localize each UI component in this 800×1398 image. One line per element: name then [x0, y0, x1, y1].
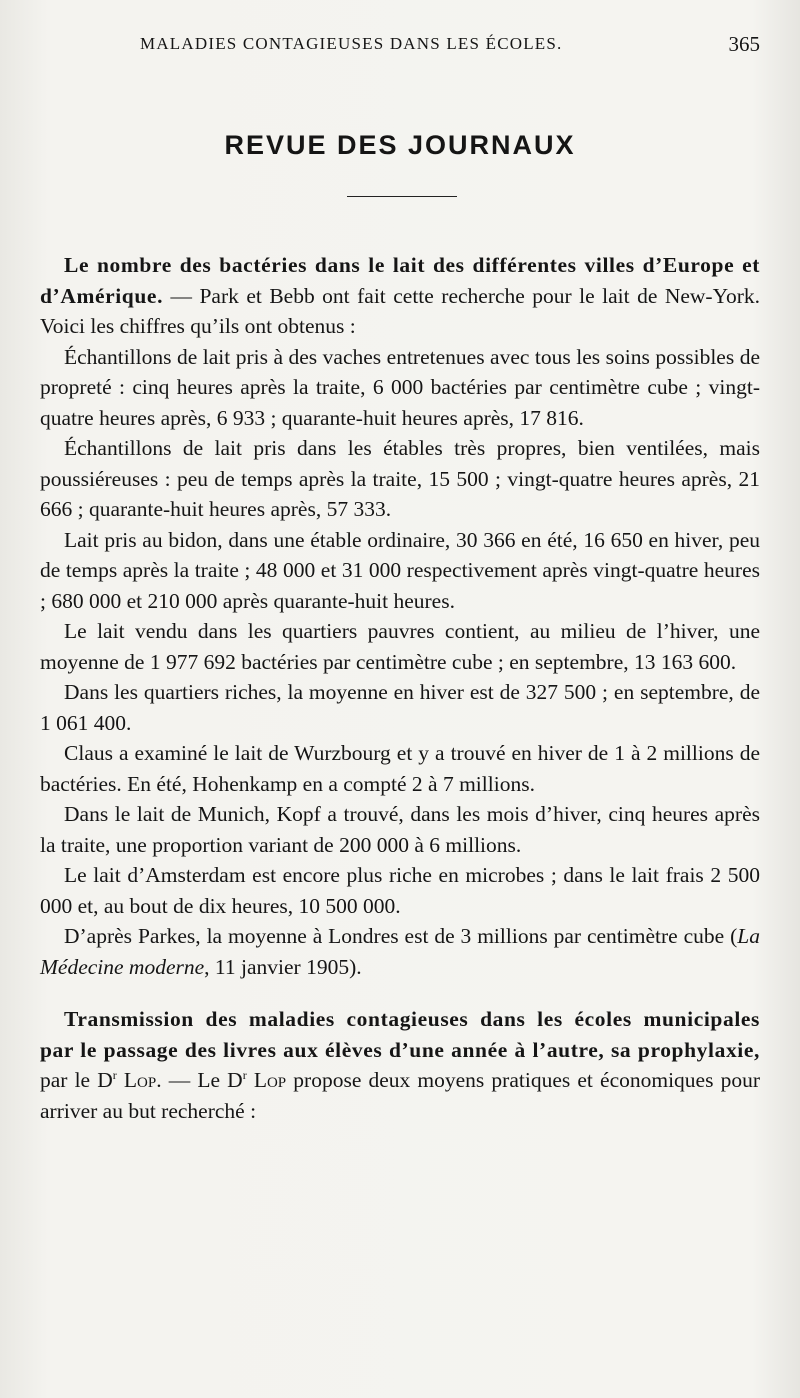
article-1-paragraph: Échantillons de lait pris dans les étables très propres, bien ventilées, mais poussiéreuses : peu de temps après la traite, 15 500 ; vingt-quatre heures après, 21 666 ; quarante-huit heures après, 57 333.: [40, 436, 760, 521]
article-2-author: Lop: [123, 1068, 157, 1092]
article-2-by: par le D: [40, 1068, 113, 1092]
citation-journal: La Médecine moderne: [40, 924, 760, 979]
citation-text-before: D’après Parkes, la moyenne à Londres est de 3 millions par centimètre cube (: [64, 924, 738, 948]
article-body: [40, 250, 760, 1126]
citation-text-after: , 11 janvier 1905).: [204, 954, 362, 979]
running-title: MALADIES CONTAGIEUSES DANS LES ÉCOLES.: [140, 34, 563, 53]
article-1-paragraph: Dans le lait de Munich, Kopf a trouvé, dans les mois d’hiver, cinq heures après la traite, une proportion variant de 200 000 à 6 millions.: [40, 802, 760, 857]
article-1-paragraph: Le lait d’Amsterdam est encore plus riche en microbes ; dans le lait frais 2 500 000 et, au bout de dix heures, 10 500 000.: [40, 863, 760, 918]
title-divider: [347, 196, 457, 197]
page-number: 365: [728, 32, 760, 56]
article-2-title: Transmission des maladies contagieuses dans les écoles municipales par le passage des livres aux élèves d’une année à l’autre, sa prophylaxie,: [40, 1007, 760, 1062]
section-title: REVUE DES JOURNAUX: [224, 130, 576, 160]
article-1-paragraph: Le lait vendu dans les quartiers pauvres contient, au milieu de l’hiver, une moyenne de 1 977 692 bactéries par centimètre cube ; en septembre, 13 163 600.: [40, 619, 760, 674]
article-1-intro: — Park et Bebb ont fait cette recherche pour le lait de New-York. Voici les chiffres qu’ils ont obtenus :: [40, 283, 760, 338]
article-1-paragraph: Dans les quartiers riches, la moyenne en hiver est de 327 500 ; en septembre, de 1 061 400.: [40, 680, 760, 735]
article-2-mid: . — Le D: [156, 1068, 243, 1092]
running-head: [40, 34, 760, 62]
article-1-title: Le nombre des bactéries dans le lait des différentes villes d’Europe et d’Amérique.: [40, 253, 760, 308]
dr-superscript: r: [242, 1067, 247, 1082]
dr-superscript: r: [112, 1067, 117, 1082]
article-2-body: propose deux moyens pratiques et économiques pour arriver au but recherché :: [40, 1068, 761, 1123]
article-1-paragraph: Claus a examiné le lait de Wurzbourg et y a trouvé en hiver de 1 à 2 millions de bactéries. En été, Hohenkamp en a compté 2 à 7 millions.: [40, 741, 760, 796]
article-1-first-paragraph: [40, 250, 760, 342]
article-1-citation-paragraph: [40, 921, 760, 982]
article-1-paragraph: Lait pris au bidon, dans une étable ordinaire, 30 366 en été, 16 650 en hiver, peu de temps après la traite ; 48 000 et 31 000 respectivement après vingt-quatre heures ; 680 000 et 210 000 après quarante-huit heures.: [40, 527, 760, 613]
article-2-first-paragraph: [40, 1004, 760, 1126]
article-1-paragraph: Échantillons de lait pris à des vaches entretenues avec tous les soins possibles de propreté : cinq heures après la traite, 6 000 bactéries par centimètre cube ; vingt-quatre heures après, 6 933 ; quarante-huit heures après, 17 816.: [40, 344, 760, 430]
article-2-author-repeat: Lop: [253, 1068, 287, 1092]
